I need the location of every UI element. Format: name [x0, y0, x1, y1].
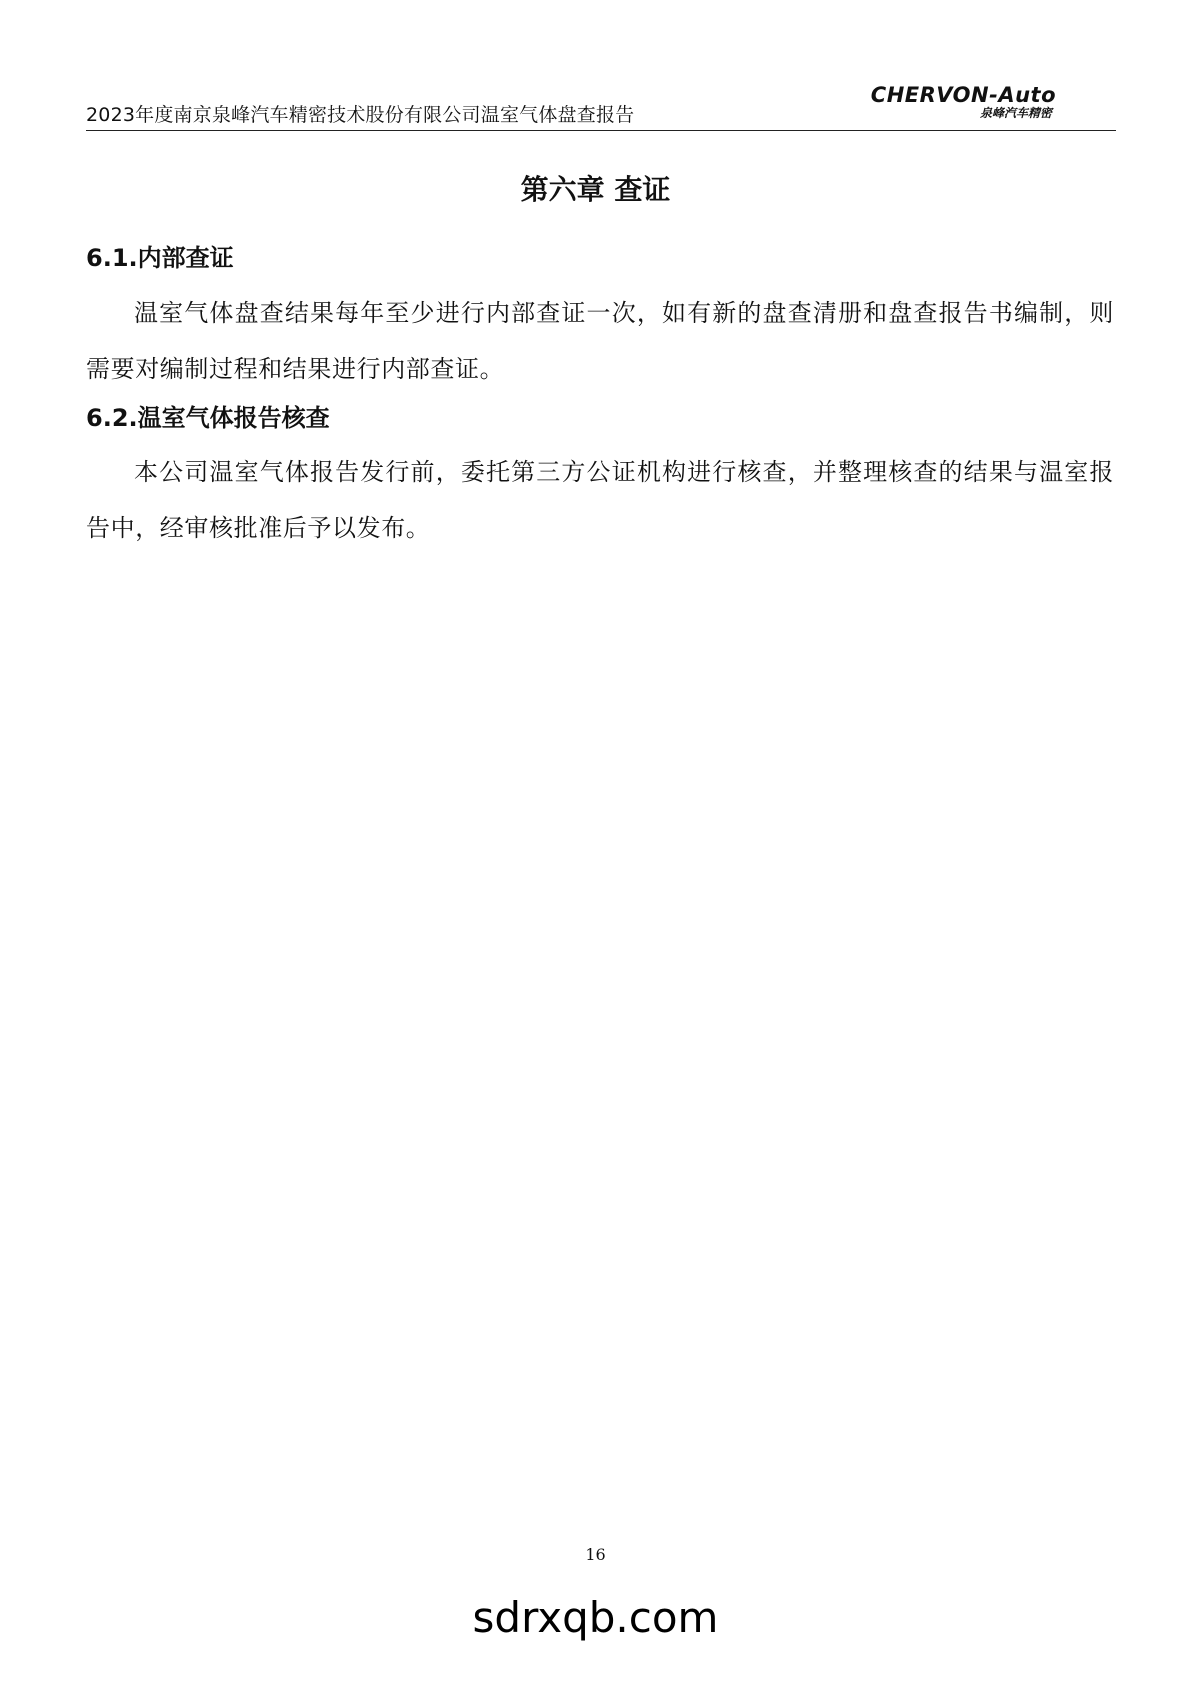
section-paragraph-internal-verification: 温室气体盘查结果每年至少进行内部查证一次，如有新的盘查清册和盘查报告书编制，则需要对编制过程和结果进行内部查证。 — [86, 299, 1114, 383]
chapter-title: 第六章 查证 — [520, 173, 671, 206]
logo-sub-text: 泉峰汽车精密 — [979, 106, 1052, 120]
section-paragraph-ghg-report-verification: 本公司温室气体报告发行前，委托第三方公证机构进行核查，并整理核查的结果与温室报告中，经审核批准后予以发布。 — [86, 458, 1114, 542]
watermark: sdrxqb.com — [472, 1593, 719, 1642]
header-title: 2023年度南京泉峰汽车精密技术股份有限公司温室气体盘查报告 — [86, 104, 635, 126]
logo-brand-text: CHERVON-Auto — [870, 83, 1056, 107]
page-header — [86, 80, 1116, 131]
page-number: 16 — [585, 1545, 606, 1564]
section-heading-ghg-report-verification: 6.2.温室气体报告核查 — [86, 404, 330, 432]
chervon-auto-logo — [871, 84, 1056, 120]
section-heading-internal-verification: 6.1.内部查证 — [86, 244, 234, 272]
